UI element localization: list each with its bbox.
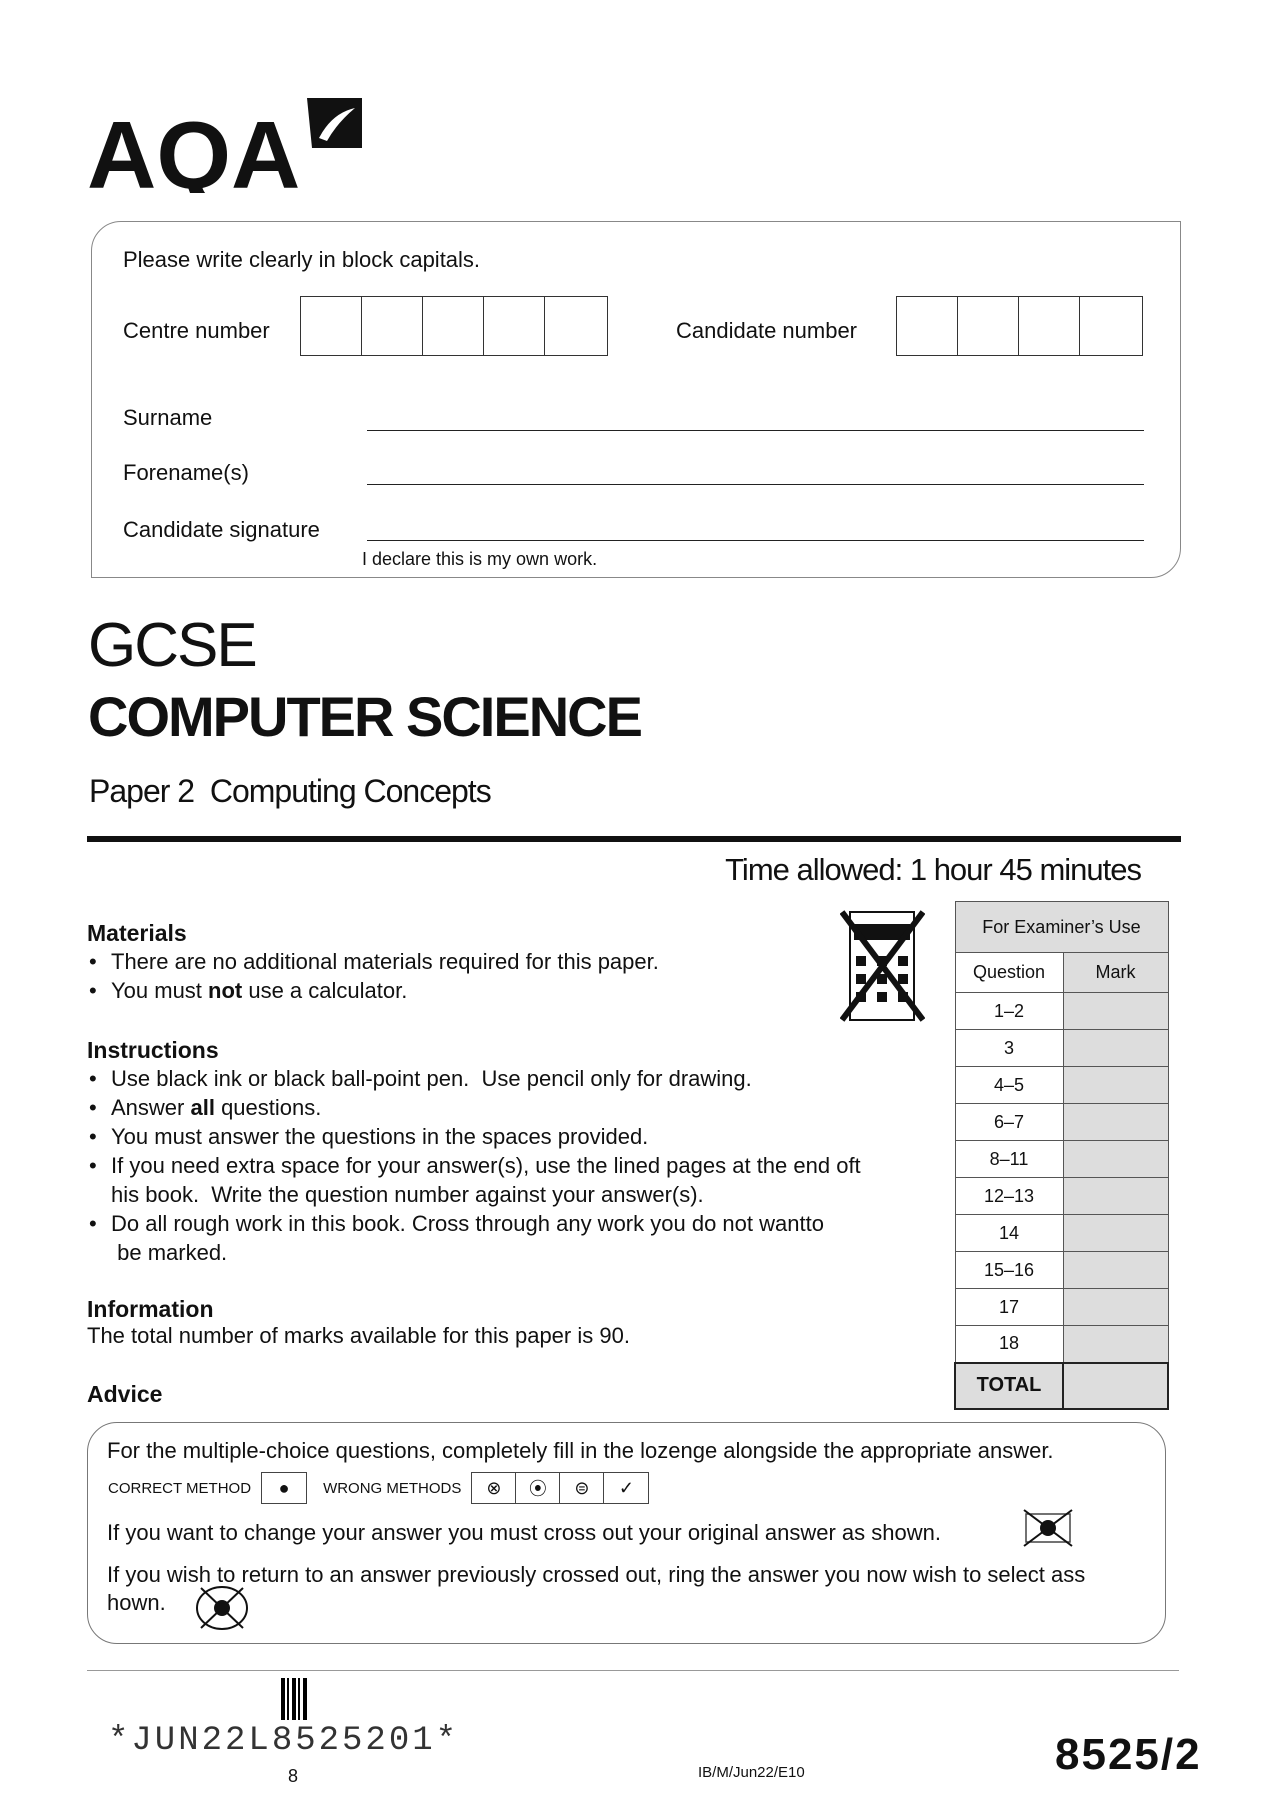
wrong-methods-icons: [471, 1472, 649, 1504]
mark-cell: [1063, 1326, 1168, 1363]
examiner-header: For Examiner’s Use: [955, 902, 1168, 953]
instruction-item: • Answer all questions.: [87, 1093, 917, 1122]
table-row: [955, 1104, 1168, 1141]
surname-input[interactable]: [367, 430, 1144, 431]
paper-reference: IB/M/Jun22/E10: [698, 1764, 805, 1781]
table-row: [955, 1326, 1168, 1363]
time-allowed: Time allowed: 1 hour 45 minutes: [725, 852, 1141, 887]
advice-line-3: If you wish to return to an answer previously crossed out, ring the answer you now wish to select ass hown.: [107, 1562, 1086, 1615]
correct-method-icon: ●: [261, 1472, 307, 1504]
instructions-section: [87, 1037, 917, 1267]
ticked-lozenge-icon: ✓: [618, 1477, 634, 1498]
table-row: [955, 1252, 1168, 1289]
centre-number-input[interactable]: [300, 296, 608, 356]
ringed-answer-icon: [193, 1584, 251, 1637]
declaration-text: I declare this is my own work.: [362, 549, 598, 569]
title-rule: [87, 836, 1181, 842]
mark-cell: [1063, 1030, 1168, 1067]
total-label: TOTAL: [955, 1363, 1063, 1409]
question-cell: 14: [955, 1215, 1063, 1252]
signature-label: Candidate signature: [123, 517, 320, 542]
question-cell: 12–13: [955, 1178, 1063, 1215]
total-cell: [1063, 1363, 1168, 1409]
total-row: [955, 1363, 1168, 1409]
mark-cell: [1063, 1252, 1168, 1289]
forename-input[interactable]: [367, 484, 1144, 485]
table-row: [955, 1215, 1168, 1252]
table-row: [955, 1289, 1168, 1326]
question-cell: 8–11: [955, 1141, 1063, 1178]
signature-input[interactable]: [367, 540, 1144, 541]
barcode-bars: [281, 1678, 309, 1720]
advice-heading: Advice: [87, 1381, 163, 1407]
instruction-item: • Use black ink or black ball-point pen. Use pencil only for drawing.: [87, 1064, 917, 1093]
centre-number-label: Centre number: [123, 318, 270, 343]
correct-method-label: CORRECT METHOD: [108, 1479, 252, 1497]
table-row: [955, 1178, 1168, 1215]
instructions-heading: Instructions: [87, 1037, 219, 1063]
information-text: The total number of marks available for this paper is 90.: [87, 1323, 630, 1348]
candidate-number-label: Candidate number: [676, 318, 858, 343]
block-capitals-instruction: Please write clearly in block capitals.: [123, 247, 481, 272]
question-cell: 6–7: [955, 1104, 1063, 1141]
instruction-item: • Do all rough work in this book. Cross through any work you do not wantto be marked.: [87, 1209, 917, 1267]
forename-label: Forename(s): [123, 460, 249, 485]
paper-title: Paper 2 Computing Concepts: [89, 773, 491, 809]
question-cell: 1–2: [955, 993, 1063, 1030]
examiner-table: [954, 901, 1169, 1410]
question-cell: 3: [955, 1030, 1063, 1067]
question-cell: 15–16: [955, 1252, 1063, 1289]
mark-cell: [1063, 1104, 1168, 1141]
mark-cell: [1063, 1141, 1168, 1178]
table-row: [955, 1141, 1168, 1178]
mark-cell: [1063, 993, 1168, 1030]
no-calculator-icon: [840, 908, 925, 1029]
crossed-lozenge-icon: ⊗: [472, 1473, 516, 1503]
surname-label: Surname: [123, 405, 213, 430]
scribbled-lozenge-icon: ⊜: [560, 1473, 604, 1503]
question-cell: 4–5: [955, 1067, 1063, 1104]
mark-col-header: Mark: [1063, 953, 1168, 993]
materials-item: • You must not use a calculator.: [87, 976, 907, 1005]
dotted-lozenge-icon: ⦿: [516, 1473, 560, 1503]
advice-line-2: If you want to change your answer you must cross out your original answer as shown.: [107, 1520, 941, 1545]
instruction-item: • If you need extra space for your answer(s), use the lined pages at the end oft his book. Write the question number against your answer(s).: [87, 1151, 917, 1209]
materials-section: [87, 920, 907, 1005]
mark-cell: [1063, 1289, 1168, 1326]
instruction-item: • You must answer the questions in the spaces provided.: [87, 1122, 917, 1151]
barcode: *JUN22L8525201*: [108, 1722, 460, 1760]
level-title: GCSE: [88, 611, 256, 680]
svg-text:AQA: AQA: [87, 102, 301, 193]
crossed-out-answer-icon: [1020, 1508, 1076, 1553]
table-row: [955, 993, 1168, 1030]
method-examples: [108, 1472, 649, 1504]
question-cell: 17: [955, 1289, 1063, 1326]
paper-code: 8525/2: [1055, 1730, 1202, 1779]
barcode-digit: 8: [288, 1766, 299, 1786]
materials-heading: Materials: [87, 920, 187, 946]
footer-rule: [87, 1670, 1179, 1671]
wrong-methods-label: WRONG METHODS: [323, 1479, 462, 1497]
aqa-logo: [87, 93, 367, 198]
advice-line-1: For the multiple-choice questions, completely fill in the lozenge alongside the appropriate answer.: [107, 1438, 1054, 1463]
subject-title: COMPUTER SCIENCE: [88, 685, 641, 748]
mark-cell: [1063, 1215, 1168, 1252]
materials-item: • There are no additional materials required for this paper.: [87, 947, 907, 976]
question-col-header: Question: [955, 953, 1063, 993]
information-heading: Information: [87, 1296, 214, 1322]
table-row: [955, 1030, 1168, 1067]
mark-cell: [1063, 1067, 1168, 1104]
information-section: [87, 1296, 630, 1349]
mark-cell: [1063, 1178, 1168, 1215]
candidate-number-input[interactable]: [896, 296, 1143, 356]
question-cell: 18: [955, 1326, 1063, 1363]
table-row: [955, 1067, 1168, 1104]
